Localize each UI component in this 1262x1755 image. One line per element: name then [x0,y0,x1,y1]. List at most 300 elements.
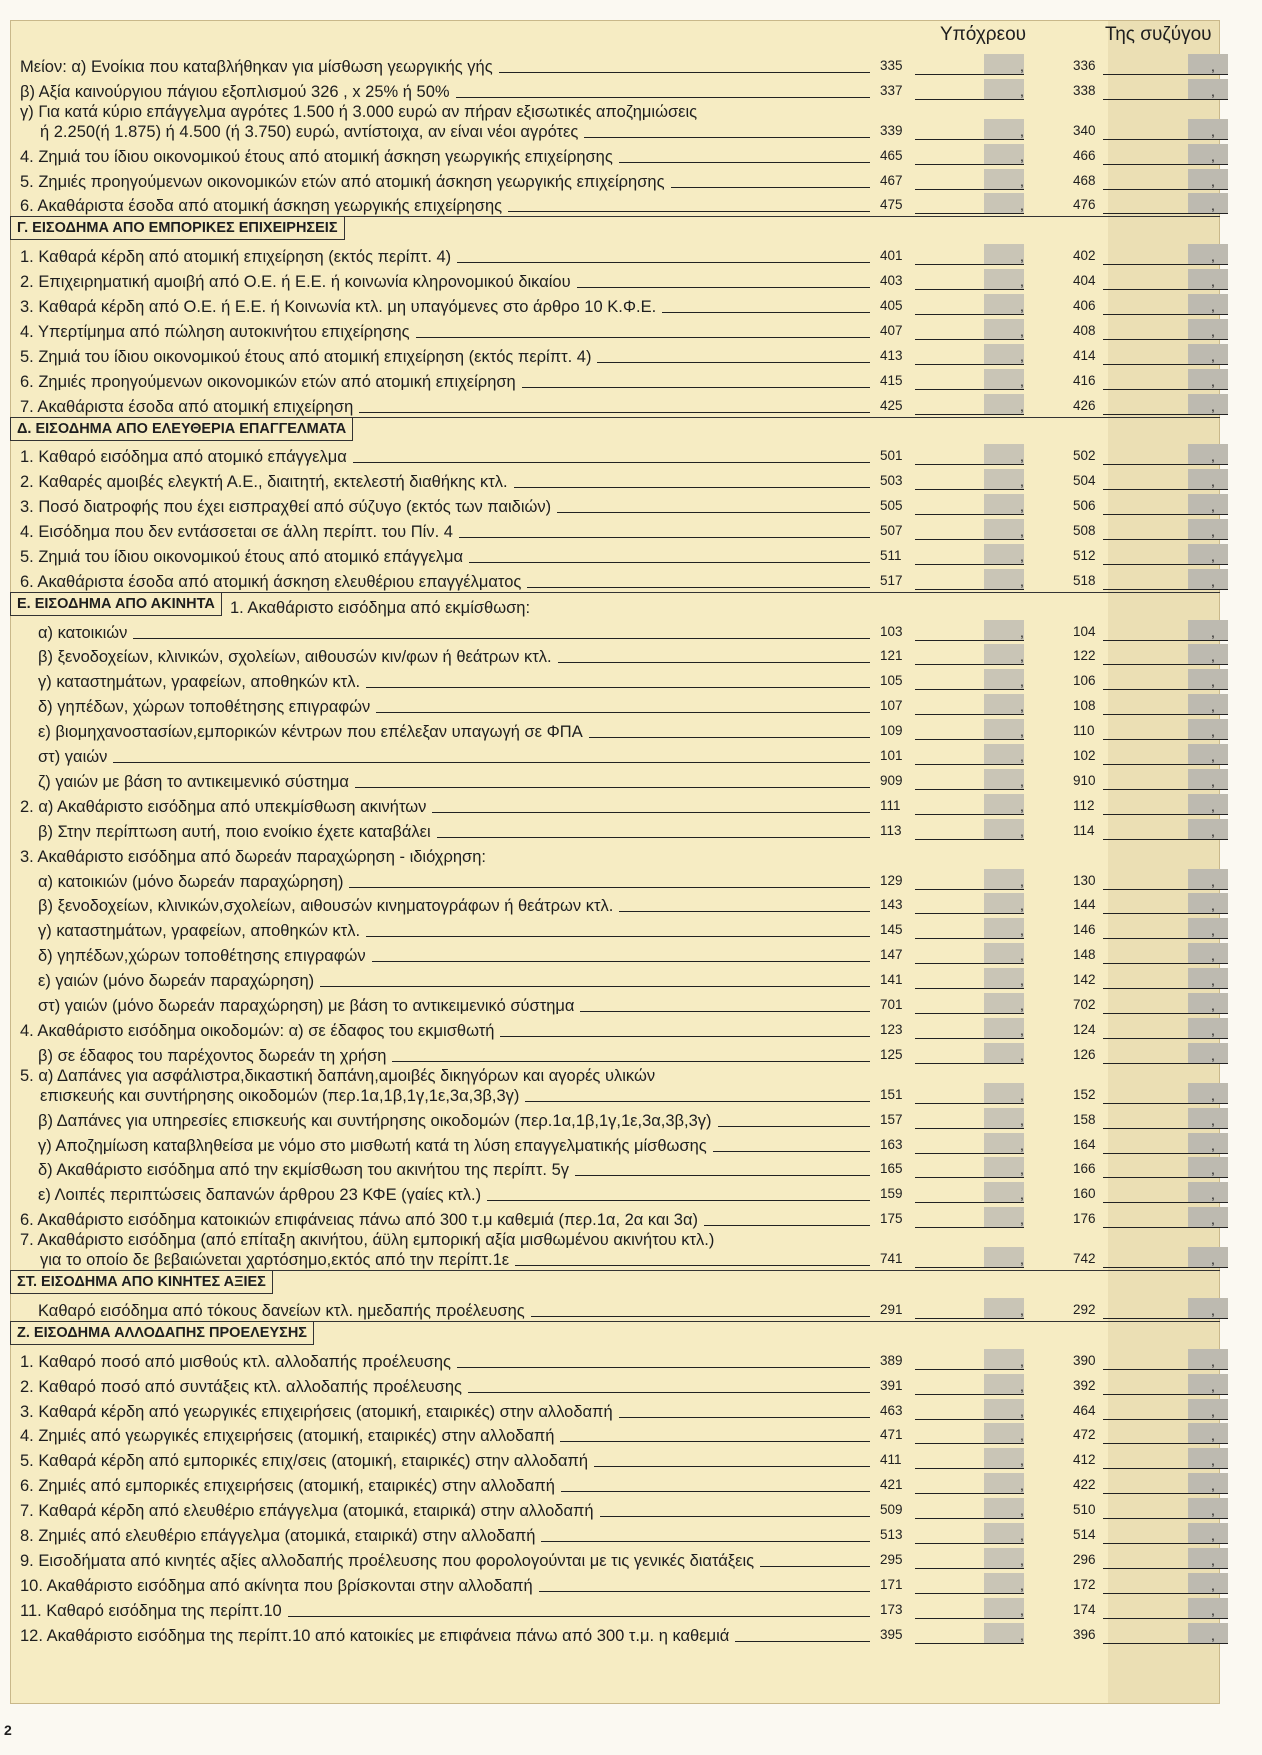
decimal-separator: , [1020,57,1024,74]
spouse-field-code: 408 [1073,322,1096,338]
decimal-separator: , [1211,648,1215,665]
leader-line [718,1126,870,1127]
section-header [10,417,1220,443]
leader-line [541,1541,870,1542]
decimal-separator: , [1211,897,1215,914]
income-row [10,342,1220,367]
taxpayer-field-code: 291 [880,1301,903,1317]
leader-line [713,1151,870,1152]
income-row [10,1571,1220,1596]
taxpayer-field-code: 109 [880,723,903,739]
taxpayer-field-code: 413 [880,347,903,363]
taxpayer-amount-field[interactable] [915,144,1024,165]
taxpayer-amount-field[interactable] [915,1018,1024,1039]
spouse-amount-field[interactable] [1103,469,1228,490]
taxpayer-amount-field[interactable] [915,943,1024,964]
row-label: γ) Για κατά κύριο επάγγελμα αγρότες 1.500 ή 3.000 ευρώ αν πήραν εξισωτικές αποζημιώσεις ή 2.250(ή 1.875) ή 4.500 (ή 3.750) ευρώ, αντίστοιχα, αν είναι νέοι αγρότες [20,102,698,141]
taxpayer-amount-field[interactable] [915,968,1024,989]
taxpayer-field-code: 113 [880,822,902,838]
taxpayer-field-code: 125 [880,1046,903,1062]
spouse-amount-field[interactable] [1103,494,1228,515]
row-label: 6. Ζημιές προηγούμενων οικονομικών ετών από ατομική επιχείρηση [20,372,516,391]
leader-line [735,1641,870,1642]
spouse-amount-field[interactable] [1103,269,1228,290]
section-header [10,592,1220,618]
spouse-amount-field[interactable] [1103,569,1228,590]
taxpayer-amount-field[interactable] [915,1374,1024,1395]
spouse-amount-field[interactable] [1103,369,1228,390]
income-row [10,1205,1220,1230]
spouse-field-code: 110 [1073,723,1095,739]
decimal-separator: , [1211,623,1215,640]
row-label: 2. Καθαρό ποσό από συντάξεις κτλ. αλλοδαπής προέλευσης [20,1377,462,1396]
spouse-amount-field[interactable] [1103,119,1228,140]
row-label: δ) Ακαθάριστο εισόδημα από την εκμίσθωση του ακινήτου της περίπτ. 5γ [38,1161,570,1180]
decimal-separator: , [1211,1136,1215,1153]
taxpayer-amount-field[interactable] [915,1523,1024,1544]
leader-line [560,1441,870,1442]
taxpayer-amount-field[interactable] [915,644,1024,665]
taxpayer-amount-field[interactable] [915,244,1024,265]
spouse-amount-field[interactable] [1103,1083,1228,1104]
spouse-amount-field[interactable] [1103,794,1228,815]
taxpayer-amount-field[interactable] [915,1182,1024,1203]
taxpayer-field-code: 395 [880,1626,903,1642]
income-row [10,1596,1220,1621]
decimal-separator: , [1020,448,1024,465]
spouse-amount-field[interactable] [1103,918,1228,939]
spouse-amount-field[interactable] [1103,193,1228,214]
spouse-field-code: 476 [1073,197,1096,213]
income-row [10,1446,1220,1471]
leader-line [619,162,870,163]
taxpayer-amount-field[interactable] [915,1399,1024,1420]
taxpayer-field-code: 129 [880,872,903,888]
decimal-separator: , [1211,822,1215,839]
leader-line [355,787,870,788]
decimal-separator: , [1211,397,1215,414]
spouse-amount-field[interactable] [1103,819,1228,840]
income-row [10,1397,1220,1422]
row-label: β) Στην περίπτωση αυτή, ποιο ενοίκιο έχετε καταβάλει [38,822,431,841]
taxpayer-field-code: 411 [880,1452,902,1468]
row-label: β) ξενοδοχείων, κλινικών, σχολείων, αιθουσών κιν/φων ή θεάτρων κτλ. [38,648,552,667]
taxpayer-amount-field[interactable] [915,369,1024,390]
spouse-amount-field[interactable] [1103,1298,1228,1319]
taxpayer-field-code: 123 [880,1021,903,1037]
taxpayer-amount-field[interactable] [915,1247,1024,1268]
row-label: 5. α) Δαπάνες για ασφάλιστρα,δικαστική δαπάνη,αμοιβές δικηγόρων και αγορές υλικών επισκευής και συντήρησης οικοδομών (περ.1α,1β,1γ,1ε,3α,3β,3γ) [20,1066,656,1105]
spouse-field-code: 152 [1073,1086,1096,1102]
leader-line [594,1466,870,1467]
spouse-amount-field[interactable] [1103,1374,1228,1395]
leader-line [662,312,870,313]
spouse-amount-field[interactable] [1103,1623,1228,1644]
taxpayer-amount-field[interactable] [915,494,1024,515]
spouse-amount-field[interactable] [1103,1423,1228,1444]
decimal-separator: , [1211,1477,1215,1494]
taxpayer-amount-field[interactable] [915,893,1024,914]
income-row [10,77,1220,102]
taxpayer-amount-field[interactable] [915,819,1024,840]
taxpayer-amount-field[interactable] [915,469,1024,490]
decimal-separator: , [1211,1452,1215,1469]
decimal-separator: , [1020,1352,1024,1369]
spouse-amount-field[interactable] [1103,344,1228,365]
row-label: δ) γηπέδων,χώρων τοποθέτησης επιγραφών [38,947,366,966]
taxpayer-amount-field[interactable] [915,1043,1024,1064]
income-row [10,916,1220,941]
decimal-separator: , [1020,273,1024,290]
taxpayer-field-code: 163 [880,1136,903,1152]
taxpayer-amount-field[interactable] [915,1157,1024,1178]
spouse-amount-field[interactable] [1103,1448,1228,1469]
row-label: 7. Ακαθάριστα έσοδα από ατομική επιχείρηση [20,397,354,416]
income-row [10,192,1220,217]
decimal-separator: , [1211,298,1215,315]
spouse-amount-field[interactable] [1103,144,1228,165]
income-row [10,1230,1220,1270]
spouse-field-code: 406 [1073,298,1096,314]
taxpayer-field-code: 143 [880,897,903,913]
decimal-separator: , [1020,347,1024,364]
spouse-amount-field[interactable] [1103,644,1228,665]
income-row [10,1347,1220,1372]
spouse-amount-field[interactable] [1103,869,1228,890]
spouse-amount-field[interactable] [1103,620,1228,641]
spouse-amount-field[interactable] [1103,444,1228,465]
income-row [10,242,1220,267]
section-header [10,1270,1220,1296]
leader-line [515,1265,870,1266]
decimal-separator: , [1020,1251,1024,1268]
decimal-separator: , [1211,172,1215,189]
income-row [10,1131,1220,1156]
row-label: β) Αξία καινούργιου πάγιου εξοπλισμού 326 , x 25% ή 50% [20,82,450,101]
decimal-separator: , [1020,523,1024,540]
decimal-separator: , [1020,572,1024,589]
spouse-field-code: 502 [1073,448,1096,464]
spouse-amount-field[interactable] [1103,744,1228,765]
decimal-separator: , [1211,1046,1215,1063]
spouse-amount-field[interactable] [1103,1598,1228,1619]
leader-line [353,462,870,463]
spouse-amount-field[interactable] [1103,1018,1228,1039]
income-row [10,1372,1220,1397]
decimal-separator: , [1020,322,1024,339]
leader-line [580,1011,870,1012]
taxpayer-field-code: 403 [880,273,903,289]
taxpayer-amount-field[interactable] [915,1423,1024,1444]
decimal-separator: , [1020,1111,1024,1128]
leader-line [113,762,870,763]
decimal-separator: , [1020,1046,1024,1063]
decimal-separator: , [1211,872,1215,889]
taxpayer-amount-field[interactable] [915,519,1024,540]
spouse-amount-field[interactable] [1103,769,1228,790]
row-label: 7. Καθαρά κέρδη από ελευθέριο επάγγελμα (ατομικά, εταιρικά) στην αλλοδαπή [20,1502,594,1521]
row-label: β) σε έδαφος του παρέχοντος δωρεάν τη χρήση [38,1046,387,1065]
decimal-separator: , [1211,57,1215,74]
spouse-field-code: 164 [1073,1136,1096,1152]
taxpayer-amount-field[interactable] [915,54,1024,75]
taxpayer-amount-field[interactable] [915,669,1024,690]
decimal-separator: , [1211,1377,1215,1394]
taxpayer-amount-field[interactable] [915,993,1024,1014]
income-row [10,367,1220,392]
spouse-amount-field[interactable] [1103,943,1228,964]
section-title: Γ. ΕΙΣΟΔΗΜΑ ΑΠΟ ΕΜΠΟΡΙΚΕΣ ΕΠΙΧΕΙΡΗΣΕΙΣ [10,217,345,240]
income-row [10,292,1220,317]
taxpayer-field-code: 339 [880,122,903,138]
taxpayer-amount-field[interactable] [915,719,1024,740]
decimal-separator: , [1211,1111,1215,1128]
spouse-amount-field[interactable] [1103,519,1228,540]
taxpayer-amount-field[interactable] [915,193,1024,214]
row-label: ε) βιομηχανοστασίων,εμπορικών κέντρων που επέλεξαν υπαγωγή σε ΦΠΑ [38,723,583,742]
spouse-field-code: 422 [1073,1477,1096,1493]
taxpayer-amount-field[interactable] [915,744,1024,765]
decimal-separator: , [1020,872,1024,889]
spouse-amount-field[interactable] [1103,54,1228,75]
spouse-amount-field[interactable] [1103,169,1228,190]
decimal-separator: , [1020,397,1024,414]
row-label: 7. Ακαθάριστο εισόδημα (από επίταξη ακινήτου, άϋλη εμπορική αξία μισθωμένου ακινήτου κτλ.) για το οποίο δε βεβαιώνεται χαρτόσημο,εκτός από την περίπτ.1ε [20,1231,715,1270]
spouse-field-code: 102 [1073,748,1096,764]
taxpayer-field-code: 407 [880,322,903,338]
decimal-separator: , [1020,498,1024,515]
taxpayer-amount-field[interactable] [915,1548,1024,1569]
spouse-amount-field[interactable] [1103,1399,1228,1420]
spouse-field-code: 142 [1073,972,1096,988]
row-label: Μείον: α) Ενοίκια που καταβλήθηκαν για μίσθωση γεωργικής γής [20,57,493,76]
spouse-field-code: 414 [1073,347,1096,363]
decimal-separator: , [1211,996,1215,1013]
taxpayer-amount-field[interactable] [915,1083,1024,1104]
decimal-separator: , [1020,1136,1024,1153]
row-label: 3. Ποσό διατροφής που έχει εισπραχθεί από σύζυγο (εκτός των παιδιών) [20,498,552,517]
taxpayer-amount-field[interactable] [915,1573,1024,1594]
taxpayer-amount-field[interactable] [915,544,1024,565]
leader-line [500,1036,870,1037]
spouse-field-code: 106 [1073,673,1096,689]
spouse-field-code: 468 [1073,172,1096,188]
spouse-amount-field[interactable] [1103,1473,1228,1494]
row-label: 6. Ακαθάριστα έσοδα από ατομική άσκηση γεωργικής επιχείρησης [20,197,503,216]
taxpayer-amount-field[interactable] [915,1133,1024,1154]
leader-line [589,737,870,738]
spouse-amount-field[interactable] [1103,79,1228,100]
spouse-amount-field[interactable] [1103,968,1228,989]
income-row [10,1546,1220,1571]
row-label: α) κατοικιών (μόνο δωρεάν παραχώρηση) [38,872,344,891]
income-row [10,692,1220,717]
spouse-field-code: 112 [1073,797,1095,813]
taxpayer-amount-field[interactable] [915,1473,1024,1494]
row-label: 2. α) Ακαθάριστο εισόδημα από υπεκμίσθωση ακινήτων [20,797,427,816]
leader-line [359,412,870,413]
decimal-separator: , [1020,1427,1024,1444]
spouse-amount-field[interactable] [1103,319,1228,340]
row-label: 4. Ακαθάριστο εισόδημα οικοδομών: α) σε έδαφος του εκμισθωτή [20,1021,495,1040]
income-row [10,467,1220,492]
decimal-separator: , [1020,1526,1024,1543]
taxpayer-field-code: 513 [880,1526,903,1542]
spouse-amount-field[interactable] [1103,244,1228,265]
row-label: 3. Καθαρά κέρδη από γεωργικές επιχειρήσεις (ατομική, εταιρικές) στην αλλοδαπή [20,1402,613,1421]
leader-line [376,712,870,713]
spouse-field-code: 158 [1073,1111,1096,1127]
section-title: Ε. ΕΙΣΟΔΗΜΑ ΑΠΟ ΑΚΙΝΗΤΑ [10,593,222,616]
decimal-separator: , [1211,448,1215,465]
decimal-separator: , [1211,547,1215,564]
row-label: α) κατοικιών [38,623,128,642]
spouse-field-code: 160 [1073,1186,1096,1202]
income-row [10,1041,1220,1066]
taxpayer-amount-field[interactable] [915,169,1024,190]
taxpayer-amount-field[interactable] [915,569,1024,590]
taxpayer-amount-field[interactable] [915,794,1024,815]
spouse-amount-field[interactable] [1103,294,1228,315]
decimal-separator: , [1020,1402,1024,1419]
spouse-amount-field[interactable] [1103,394,1228,415]
taxpayer-amount-field[interactable] [915,918,1024,939]
taxpayer-amount-field[interactable] [915,1349,1024,1370]
decimal-separator: , [1020,623,1024,640]
taxpayer-field-code: 701 [880,996,903,1012]
decimal-separator: , [1020,748,1024,765]
decimal-separator: , [1020,1502,1024,1519]
decimal-separator: , [1020,82,1024,99]
decimal-separator: , [1020,1601,1024,1618]
leader-line [704,1225,870,1226]
leader-line [469,562,870,563]
decimal-separator: , [1211,972,1215,989]
spouse-amount-field[interactable] [1103,993,1228,1014]
decimal-separator: , [1211,273,1215,290]
spouse-field-code: 104 [1073,623,1096,639]
spouse-amount-field[interactable] [1103,1523,1228,1544]
leader-line [392,1061,870,1062]
spouse-amount-field[interactable] [1103,1573,1228,1594]
decimal-separator: , [1211,347,1215,364]
spouse-amount-field[interactable] [1103,893,1228,914]
income-row [10,102,1220,142]
taxpayer-amount-field[interactable] [915,119,1024,140]
decimal-separator: , [1020,972,1024,989]
taxpayer-amount-field[interactable] [915,769,1024,790]
leader-line [432,812,870,813]
taxpayer-amount-field[interactable] [915,1498,1024,1519]
spouse-amount-field[interactable] [1103,1043,1228,1064]
taxpayer-amount-field[interactable] [915,620,1024,641]
taxpayer-amount-field[interactable] [915,294,1024,315]
taxpayer-amount-field[interactable] [915,1108,1024,1129]
taxpayer-amount-field[interactable] [915,444,1024,465]
decimal-separator: , [1211,797,1215,814]
decimal-separator: , [1020,947,1024,964]
spouse-amount-field[interactable] [1103,1498,1228,1519]
spouse-field-code: 122 [1073,648,1096,664]
decimal-separator: , [1020,1211,1024,1228]
decimal-separator: , [1211,772,1215,789]
taxpayer-amount-field[interactable] [915,319,1024,340]
spouse-field-code: 466 [1073,147,1096,163]
spouse-field-code: 426 [1073,397,1096,413]
income-row [10,392,1220,417]
taxpayer-amount-field[interactable] [915,1598,1024,1619]
taxpayer-field-code: 337 [880,82,903,98]
leader-line [522,387,870,388]
decimal-separator: , [1211,197,1215,214]
decimal-separator: , [1020,1626,1024,1643]
section-title: Ζ. ΕΙΣΟΔΗΜΑ ΑΛΛΟΔΑΠΗΣ ΠΡΟΕΛΕΥΣΗΣ [10,1322,314,1345]
taxpayer-field-code: 425 [880,397,903,413]
row-label: 11. Καθαρό εισόδημα της περίπτ.10 [20,1601,282,1620]
spouse-amount-field[interactable] [1103,719,1228,740]
decimal-separator: , [1020,147,1024,164]
income-row [10,542,1220,567]
taxpayer-field-code: 389 [880,1352,903,1368]
spouse-field-code: 472 [1073,1427,1096,1443]
spouse-amount-field[interactable] [1103,544,1228,565]
taxpayer-amount-field[interactable] [915,1207,1024,1228]
column-headers [900,24,1230,46]
spouse-amount-field[interactable] [1103,1108,1228,1129]
decimal-separator: , [1211,322,1215,339]
taxpayer-amount-field[interactable] [915,1623,1024,1644]
spouse-amount-field[interactable] [1103,1133,1228,1154]
taxpayer-field-code: 505 [880,498,903,514]
spouse-amount-field[interactable] [1103,1157,1228,1178]
spouse-amount-field[interactable] [1103,1182,1228,1203]
leader-line [619,1417,870,1418]
spouse-field-code: 144 [1073,897,1096,913]
decimal-separator: , [1020,197,1024,214]
taxpayer-column-header: Υπόχρεου [940,24,1027,45]
spouse-amount-field[interactable] [1103,669,1228,690]
taxpayer-amount-field[interactable] [915,269,1024,290]
taxpayer-amount-field[interactable] [915,869,1024,890]
taxpayer-amount-field[interactable] [915,1298,1024,1319]
taxpayer-amount-field[interactable] [915,79,1024,100]
income-row [10,1106,1220,1131]
decimal-separator: , [1211,1021,1215,1038]
decimal-separator: , [1211,1576,1215,1593]
taxpayer-amount-field[interactable] [915,394,1024,415]
spouse-amount-field[interactable] [1103,694,1228,715]
spouse-amount-field[interactable] [1103,1548,1228,1569]
spouse-amount-field[interactable] [1103,1247,1228,1268]
taxpayer-amount-field[interactable] [915,694,1024,715]
leader-line [575,1175,870,1176]
taxpayer-field-code: 107 [880,698,903,714]
spouse-amount-field[interactable] [1103,1349,1228,1370]
taxpayer-field-code: 465 [880,147,903,163]
income-row [10,1016,1220,1041]
income-row [10,817,1220,842]
taxpayer-amount-field[interactable] [915,344,1024,365]
decimal-separator: , [1211,1626,1215,1643]
income-row [10,1496,1220,1521]
spouse-amount-field[interactable] [1103,1207,1228,1228]
decimal-separator: , [1211,1427,1215,1444]
income-row [10,1156,1220,1181]
spouse-field-code: 514 [1073,1526,1096,1542]
row-label: ε) γαιών (μόνο δωρεάν παραχώρηση) [38,972,315,991]
decimal-separator: , [1020,996,1024,1013]
taxpayer-amount-field[interactable] [915,1448,1024,1469]
